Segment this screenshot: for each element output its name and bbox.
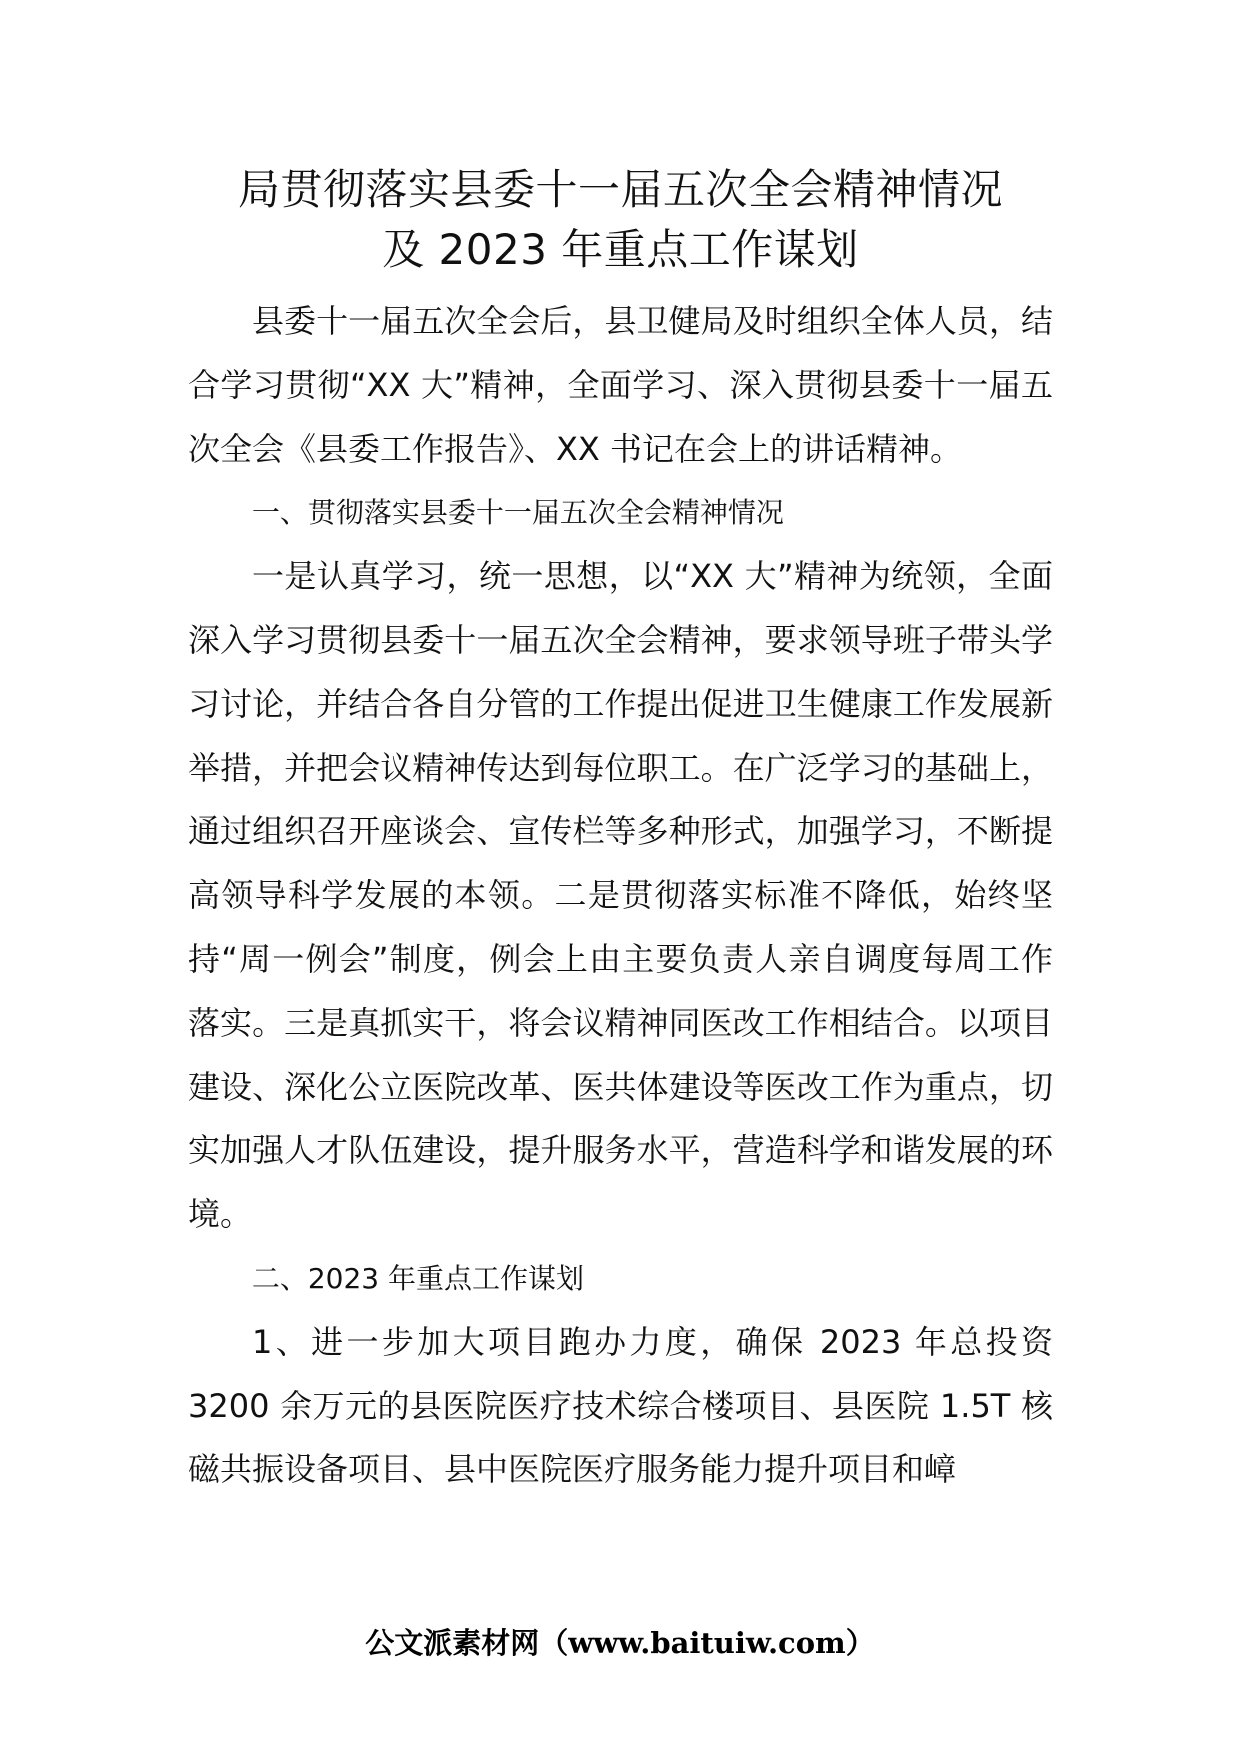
footer-watermark: 公文派素材网（www.baituiw.com） — [365, 1626, 875, 1660]
section-1-paragraph: 一是认真学习，统一思想，以“XX 大”精神为统领，全面深入学习贯彻县委十一届五次全会精神，要求领导班子带头学习讨论，并结合各自分管的工作提出促进卫生健康工作发展新举措，并把会议精神传达到每位职工。在广泛学习的基础上，通过组织召开座谈会、宣传栏等多种形式，加强学习，不断提高领导科学发展的本领。二是贯彻落实标准不降低，始终坚持“周一例会”制度，例会上由主要负责人亲自调度每周工作落实。三是真抓实干，将会议精神同医改工作相结合。以项目建设、深化公立医院改革、医共体建设等医改工作为重点，切实加强人才队伍建设，提升服务水平，营造科学和谐发展的环境。 — [188, 557, 1053, 1234]
section-2-heading: 二、2023 年重点工作谋划 — [251, 1261, 584, 1295]
title-line-2: 及 2023 年重点工作谋划 — [382, 225, 859, 274]
document-page — [188, 160, 1053, 1502]
section-1-heading: 一、贯彻落实县委十一届五次全会精神情况 — [251, 496, 784, 530]
title-line-1: 局贯彻落实县委十一届五次全会精神情况 — [237, 165, 1003, 214]
document-body — [188, 290, 1053, 1502]
intro-paragraph: 县委十一届五次全会后，县卫健局及时组织全体人员，结合学习贯彻“XX 大”精神，全面学习、深入贯彻县委十一届五次全会《县委工作报告》、XX 书记在会上的讲话精神。 — [188, 302, 1053, 468]
document-title — [188, 160, 1053, 280]
section-2-item-1: 1、进一步加大项目跑办力度，确保 2023 年总投资 3200 余万元的县医院医疗技术综合楼项目、县医院 1.5T 核磁共振设备项目、县中医院医疗服务能力提升项目和嶂 — [188, 1322, 1053, 1489]
